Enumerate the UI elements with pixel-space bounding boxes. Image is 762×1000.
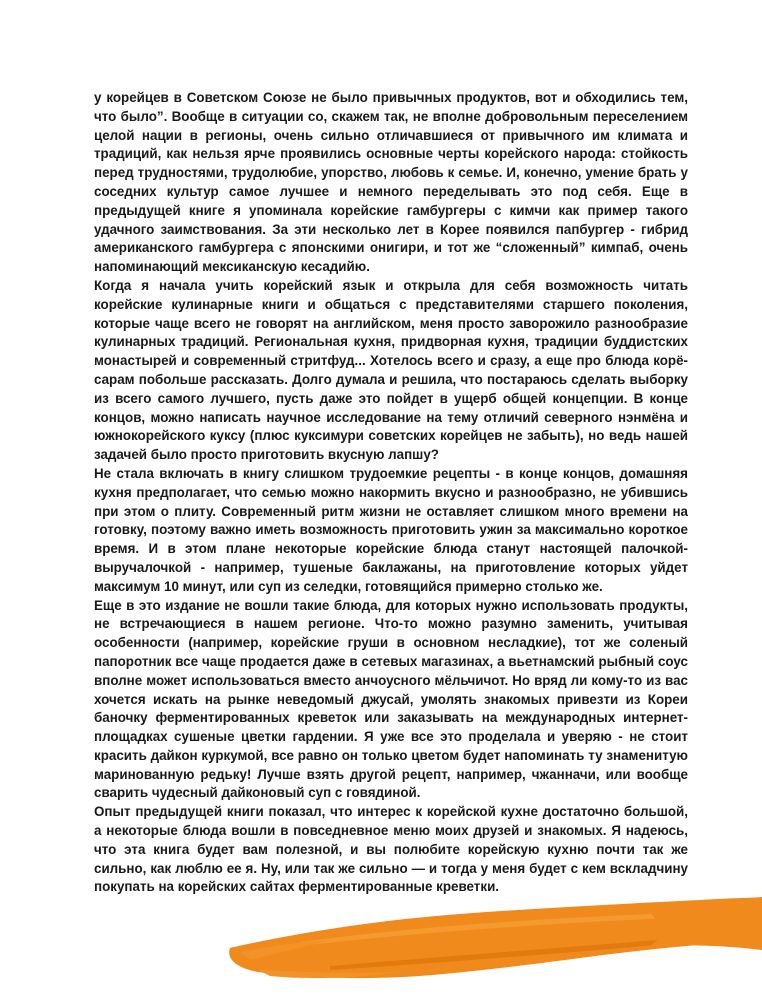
paragraph-1: у корейцев в Советском Союзе не было привычных продуктов, вот и обходились тем, что было”. Вообще в ситуации со, скажем так, не вполне добровольным переселением целой нации в регионы, очень сильно отличавшиеся от привычного им климата и традиций, как нельзя ярче проявились основные черты корейского народа: стойкость перед трудностями, трудолюбие, упорство, любовь к семье. И, конечно, умение брать у соседних культур самое лучшее и немного переделывать это под себя. Еще в предыдущей книге я упоминала корейские гамбургеры с кимчи как пример такого удачного заимствования. За эти несколько лет в Корее появился папбургер - гибрид американского гамбургера с японскими онигири, и тот же “сложенный” кимпаб, очень напоминающий мексиканскую кесадийю. [94, 90, 688, 275]
paragraph-3: Не стала включать в книгу слишком трудоемкие рецепты - в конце концов, домашняя кухня предполагает, что семью можно накормить вкусно и разнообразно, не убившись при этом о плиту. Современный ритм жизни не оставляет слишком много времени на готовку, поэтому важно иметь возможность приготовить ужин за максимально короткое время. И в этом плане некоторые корейские блюда станут настоящей палочкой-выручалочкой - например, тушеные баклажаны, на приготовление которых уйдет максимум 10 минут, или суп из селедки, готовящийся примерно столько же. [94, 465, 688, 594]
book-page-body [94, 89, 688, 897]
paragraph-5: Опыт предыдущей книги показал, что интерес к корейской кухне достаточно большой, а некоторые блюда вошли в повседневное меню моих друзей и знакомых. Я надеюсь, что эта книга будет вам полезной, и вы полюбите корейскую кухню почти так же сильно, как люблю ее я. Ну, или так же сильно — и тогда у меня будет с кем вскладчину покупать на корейских сайтах ферментированные креветки. [94, 804, 688, 895]
paragraph-4: Еще в это издание не вошли такие блюда, для которых нужно использовать продукты, не встречающиеся в нашем регионе. Что-то можно разумно заменить, учитывая особенности (например, корейские груши в основном несладкие), тот же соленый папоротник все чаще продается даже в сетевых магазинах, а вьетнамский рыбный соус вполне может использоваться вместо анчоусного мёльчичот. Но вряд ли кому-то из вас хочется искать на рынке неведомый джусай, умолять знакомых привезти из Кореи баночку ферментированных креветок или заказывать на международных интернет-площадках сушеные цветки гардении. Я уже все это проделала и уверяю - не стоит красить дайкон куркумой, все равно он только цветом будет напоминать ту знаменитую маринованную редьку! Лучше взять другой рецепт, например, чжанначи, или вообще сварить чудесный дайконовый суп с говядиной. [94, 597, 688, 801]
orange-brush-stroke-icon [0, 880, 762, 1000]
paragraph-2: Когда я начала учить корейский язык и открыла для себя возможность читать корейские кулинарные книги и общаться с представителями старшего поколения, которые чаще всего не говорят на английском, меня просто заворожило разнообразие кулинарных традиций. Региональная кухня, придворная кухня, традиции буддистских монастырей и современный стритфуд... Хотелось всего и сразу, а еще про блюда корё-сарам побольше рассказать. Долго думала и решила, что постараюсь сделать выборку из всего самого лучшего, пусть даже это пойдет в ущерб общей концепции. В конце концов, можно написать научное исследование на тему отличий северного нэнмёна и южнокорейского куксу (плюс куксимури советских корейцев не забыть), но ведь нашей задачей было просто приготовить вкусную лапшу? [94, 277, 688, 463]
